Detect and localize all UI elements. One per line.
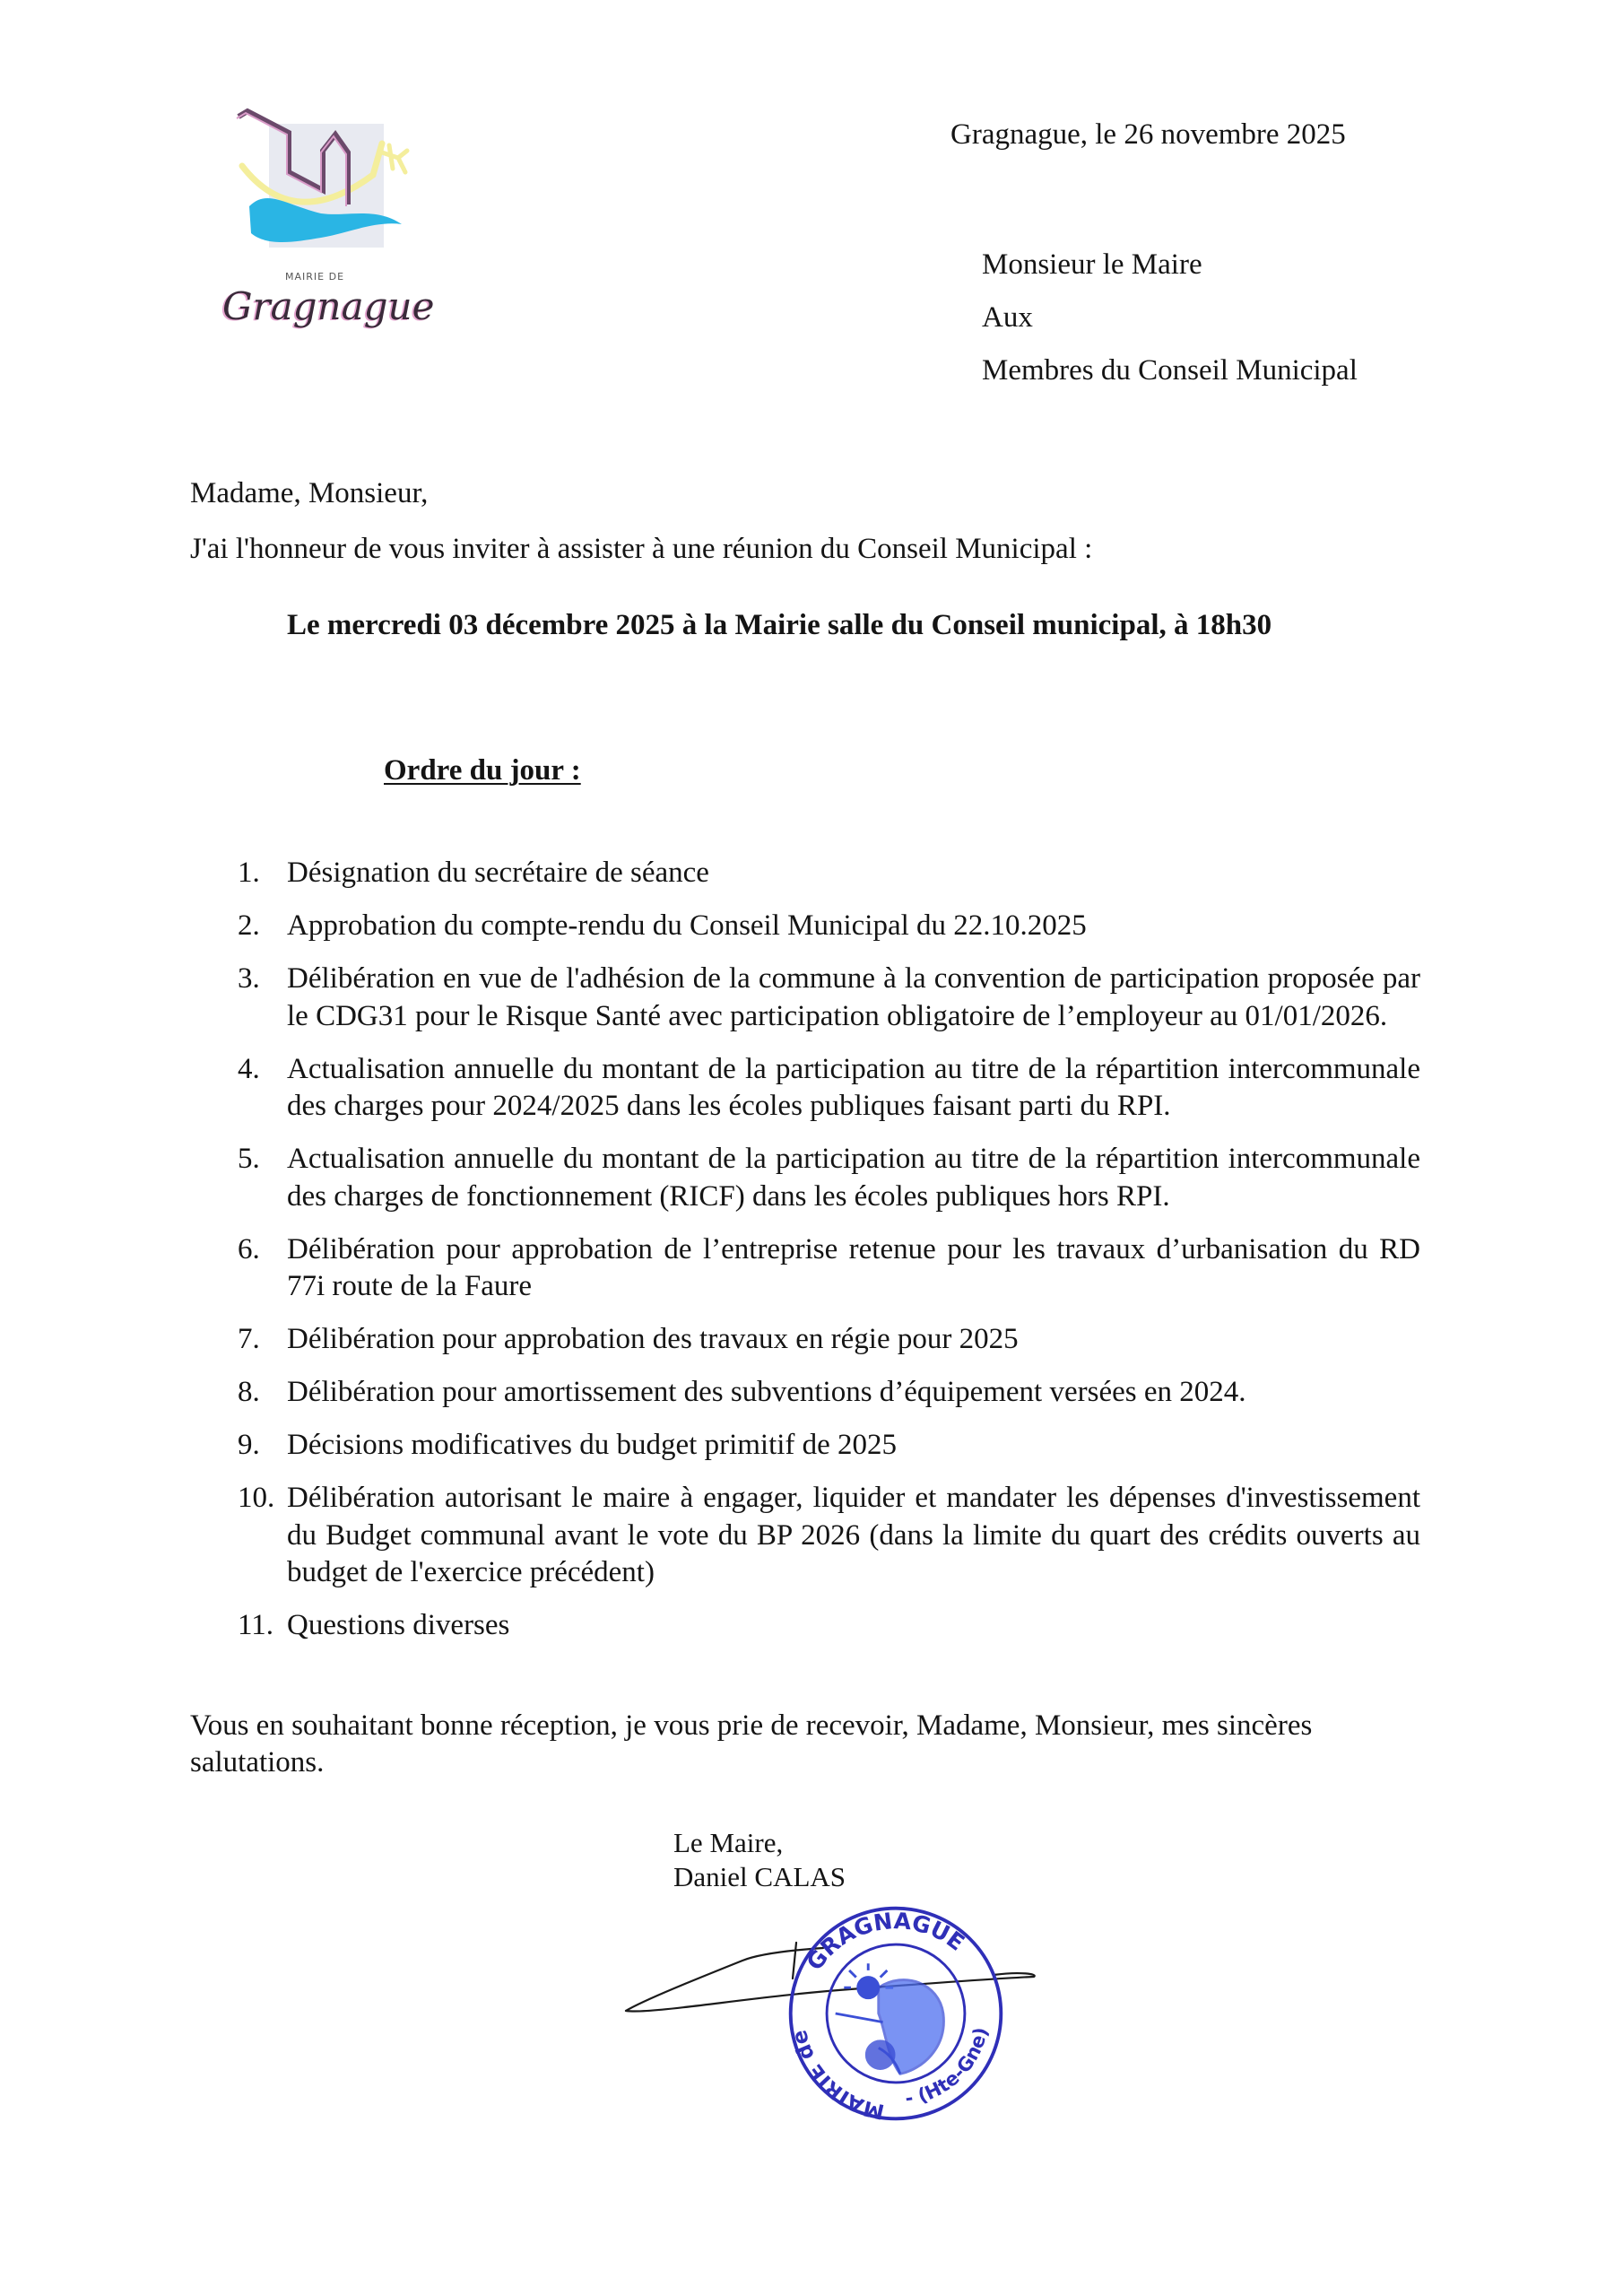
agenda-item-number: 11.: [238, 1609, 274, 1641]
agenda-item: [190, 1141, 1420, 1215]
agenda-item-number: 3.: [238, 962, 260, 995]
agenda-item-number: 5.: [238, 1143, 260, 1175]
agenda-item-number: 8.: [238, 1376, 260, 1408]
stamp-emblem: [836, 1963, 944, 2074]
agenda-item: [190, 908, 1420, 945]
meeting-details: Le mercredi 03 décembre 2025 à la Mairie salle du Conseil municipal, à 18h30: [287, 609, 1272, 641]
agenda-item-number: 1.: [238, 857, 260, 889]
recipients-block: [982, 247, 1506, 389]
letter-top: [0, 0, 1623, 405]
agenda-item-text: Délibération pour amortissement des subventions d’équipement versées en 2024.: [287, 1376, 1246, 1408]
agenda-item-number: 7.: [238, 1323, 260, 1355]
agenda-item: [190, 1374, 1420, 1412]
stamp-text-bottom: - (Hte-Gne): [903, 2024, 993, 2109]
logo-wordmark: Gragnague: [222, 284, 435, 328]
agenda-item-text: Délibération autorisant le maire à engager, liquider et mandater les dépenses d'investissement du Budget communal avant le vote du BP 2026 (dans la limite du quart des crédits ouverts au budget de l'exercice précédent): [287, 1482, 1420, 1588]
recipient-line: Monsieur le Maire: [982, 248, 1202, 281]
agenda-item-number: 4.: [238, 1052, 260, 1085]
agenda-item-text: Délibération pour approbation des travaux en régie pour 2025: [287, 1323, 1019, 1355]
stamp-text-top: GRAGNAGUE: [801, 1907, 970, 1975]
salutation: Madame, Monsieur,: [190, 477, 429, 509]
agenda-item-number: 10.: [238, 1482, 275, 1514]
stamp-text-left: MAIRIE de: [787, 2027, 887, 2123]
place-date: Gragnague, le 26 novembre 2025: [950, 118, 1346, 151]
logo-star: [382, 145, 407, 172]
signature-graphics: [673, 1898, 1229, 2140]
agenda-item: [190, 1051, 1420, 1126]
agenda-item-text: Désignation du secrétaire de séance: [287, 857, 709, 889]
letter-header: [950, 106, 1506, 405]
agenda-item-text: Actualisation annuelle du montant de la participation au titre de la répartition intercommunale des charges pour 2024/2025 dans les écoles publiques faisant parti du RPI.: [287, 1052, 1420, 1122]
agenda-item-text: Questions diverses: [287, 1609, 510, 1641]
closing-paragraph: Vous en souhaitant bonne réception, je vous prie de recevoir, Madame, Monsieur, mes sincères salutations.: [190, 1709, 1313, 1779]
agenda-item-text: Décisions modificatives du budget primitif de 2025: [287, 1429, 898, 1461]
agenda-item: [190, 855, 1420, 892]
agenda-item-text: Actualisation annuelle du montant de la participation au titre de la répartition intercommunale des charges de fonctionnement (RICF) dans les écoles publiques hors RPI.: [287, 1143, 1420, 1213]
signatory-name: Daniel CALAS: [673, 1860, 846, 1892]
agenda-title: Ordre du jour :: [384, 754, 581, 787]
agenda-item-text: Délibération pour approbation de l’entreprise retenue pour les travaux d’urbanisation du RD 77i route de la Faure: [287, 1232, 1420, 1302]
agenda-list: [190, 855, 1420, 1645]
agenda-item-number: 9.: [238, 1429, 260, 1461]
letter-body: [190, 475, 1420, 1781]
svg-text:MAIRIE de: [788, 2027, 887, 2122]
agenda-item-text: Approbation du compte-rendu du Conseil Municipal du 22.10.2025: [287, 909, 1087, 942]
agenda-item-number: 2.: [238, 909, 260, 942]
agenda-item: [190, 1321, 1420, 1359]
agenda-item: [190, 1231, 1420, 1306]
official-stamp-icon: [784, 1901, 1008, 2126]
logo-caption: MAIRIE DE: [285, 271, 345, 283]
signatory-title: Le Maire,: [673, 1826, 784, 1858]
intro-paragraph: J'ai l'honneur de vous inviter à assister à une réunion du Conseil Municipal :: [190, 533, 1093, 565]
recipient-line: Membres du Conseil Municipal: [982, 354, 1358, 387]
agenda-item: [190, 1607, 1420, 1645]
agenda-item: [190, 1427, 1420, 1465]
agenda-item: [190, 961, 1420, 1035]
mairie-logo-icon: [222, 106, 438, 267]
letterhead: [222, 106, 456, 330]
recipient-line: Aux: [982, 301, 1033, 334]
agenda-item-text: Délibération en vue de l'adhésion de la commune à la convention de participation proposée par le CDG31 pour le Risque Santé avec participation obligatoire de l’employeur au 01/01/2026.: [287, 962, 1420, 1032]
agenda-item: [190, 1480, 1420, 1592]
signature-block: [673, 1826, 1229, 2140]
agenda-item-number: 6.: [238, 1232, 260, 1265]
